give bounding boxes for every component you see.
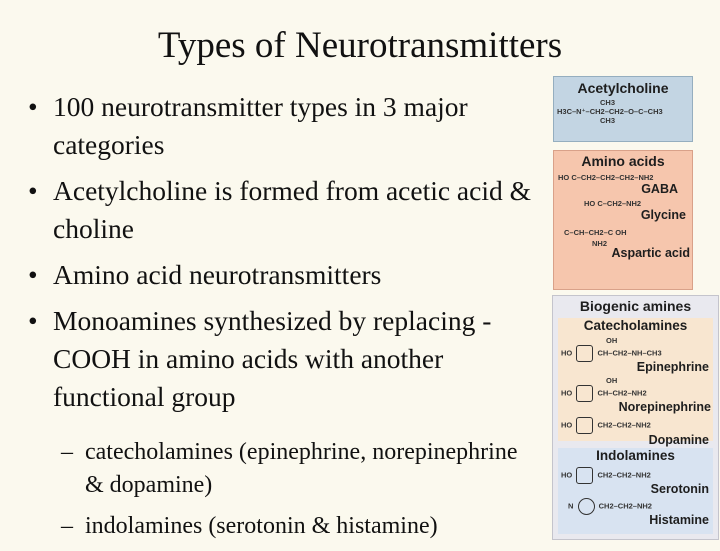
sub-bullet-item: – catecholamines (epinephrine, norepinephrine & dopamine) — [61, 436, 534, 502]
imidazole-ring-icon — [578, 498, 595, 515]
serotonin-label: Serotonin — [650, 482, 709, 496]
aspartic-acid-formula: C–CH–CH2–C OH — [564, 228, 627, 237]
biogenic-amines-panel — [552, 295, 719, 540]
dopamine-structure — [561, 417, 713, 434]
indole-ring-icon — [576, 467, 593, 484]
hydroxyl-label: HO — [561, 470, 573, 480]
epinephrine-oh: OH — [606, 336, 618, 345]
amino-acids-title: Amino acids — [581, 153, 665, 169]
bullet-item: • Acetylcholine is formed from acetic acid & choline — [24, 172, 534, 248]
sub-bullet-item: – indolamines (serotonin & histamine) — [61, 510, 534, 543]
acetylcholine-formula: H3C–N⁺–CH2–CH2–O–C–CH3 — [557, 107, 663, 116]
acetylcholine-panel — [553, 76, 693, 142]
aspartic-acid-label: Aspartic acid — [611, 246, 690, 260]
biogenic-amines-title: Biogenic amines — [579, 298, 692, 314]
bullet-item: • Amino acid neurotransmitters — [24, 256, 534, 294]
dopamine-formula: CH2–CH2–NH2 — [597, 420, 651, 430]
bullet-list — [24, 88, 534, 551]
histamine-formula: CH2–CH2–NH2 — [598, 501, 652, 511]
hydroxyl-label: HO — [561, 348, 573, 358]
acetylcholine-title: Acetylcholine — [577, 80, 669, 96]
hydroxyl-label: HO — [561, 420, 573, 430]
norepinephrine-label: Norepinephrine — [618, 400, 711, 414]
catecholamines-panel — [558, 318, 713, 447]
norepinephrine-formula: CH–CH2–NH2 — [597, 388, 647, 398]
acetylcholine-formula-bottom: CH3 — [600, 116, 616, 125]
glycine-label: Glycine — [640, 208, 686, 222]
gaba-label: GABA — [641, 182, 678, 196]
hydroxyl-label: HO — [561, 388, 573, 398]
aspartic-acid-nh2: NH2 — [592, 239, 608, 248]
serotonin-formula: CH2–CH2–NH2 — [597, 470, 651, 480]
glycine-formula: HO C–CH2–NH2 — [584, 199, 642, 208]
benzene-ring-icon — [576, 345, 593, 362]
dopamine-label: Dopamine — [648, 433, 709, 447]
bullet-item: • Monoamines synthesized by replacing -COOH in amino acids with another functional group — [24, 302, 534, 416]
gaba-formula: HO C–CH2–CH2–CH2–NH2 — [558, 173, 654, 182]
epinephrine-formula: CH–CH2–NH–CH3 — [597, 348, 662, 358]
bullet-item: • 100 neurotransmitter types in 3 major categories — [24, 88, 534, 164]
indolamines-title: Indolamines — [596, 448, 675, 463]
catecholamines-title: Catecholamines — [583, 318, 688, 333]
benzene-ring-icon — [576, 417, 593, 434]
benzene-ring-icon — [576, 385, 593, 402]
amino-acids-panel — [553, 150, 693, 290]
epinephrine-label: Epinephrine — [636, 360, 709, 374]
slide-title: Types of Neurotransmitters — [157, 25, 563, 66]
histamine-label: Histamine — [649, 513, 709, 527]
nitrogen-label: N — [568, 501, 574, 511]
acetylcholine-formula-top: CH3 — [600, 98, 616, 107]
indolamines-panel — [558, 448, 713, 534]
norepinephrine-oh: OH — [606, 376, 618, 385]
